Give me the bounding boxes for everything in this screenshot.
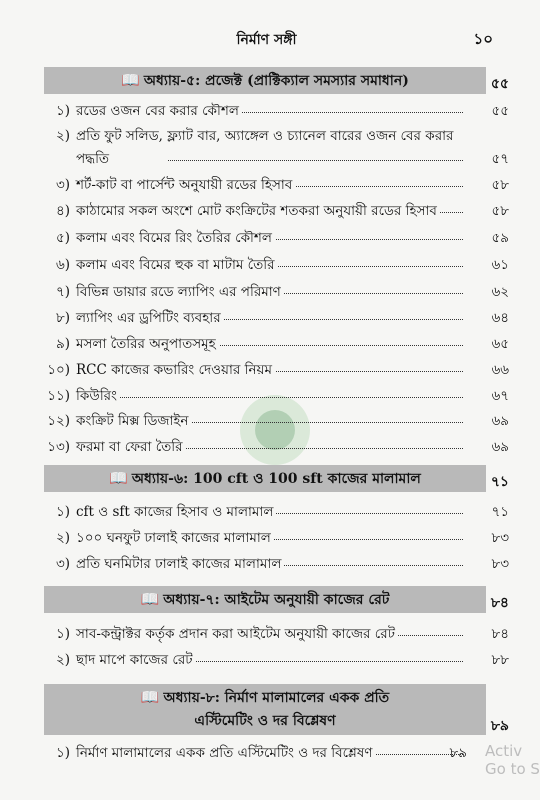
running-header — [40, 28, 493, 54]
open-book-icon: 📖 — [140, 688, 160, 706]
book-logo-icon — [240, 395, 310, 465]
chapter-6-page: ৭১ — [490, 474, 509, 490]
chapter-8-heading: 📖 অধ্যায়-৮: নির্মাণ মালামালের একক প্রতি এস্টিমেটিং ও দর বিশ্লেষণ — [44, 684, 486, 735]
chapter-5-heading: 📖 অধ্যায়-৫: প্রজেক্ট (প্রাক্টিক্যাল সমস্যার সমাধান) — [44, 67, 486, 94]
chapter-6-heading: 📖 অধ্যায়-৬: 100 cft ও 100 sft কাজের মালামাল — [44, 465, 486, 492]
toc-entry: ৩) শর্ট-কাট বা পার্সেন্ট অনুযায়ী রডের হিসাব ৫৮ — [40, 174, 509, 198]
chapter-7-heading: 📖 অধ্যায়-৭: আইটেম অনুযায়ী কাজের রেট — [44, 586, 486, 613]
toc-entry: ২) ছাদ মাপে কাজের রেট ৮৮ — [40, 649, 509, 673]
open-book-icon: 📖 — [121, 71, 140, 89]
toc-entry: ৬) কলাম এবং বিমের হুক বা মাটাম তৈরি ৬১ — [40, 254, 509, 278]
toc-entry: ১০) RCC কাজের কভারিং দেওয়ার নিয়ম ৬৬ — [40, 359, 509, 383]
open-book-icon: 📖 — [109, 469, 128, 487]
toc-entry: ১) নির্মাণ মালামালের একক প্রতি এস্টিমেটিং ও দর বিশ্লেষণ ৮৯ — [40, 742, 509, 766]
toc-entry: ১) সাব-কন্ট্রাক্টর কর্তৃক প্রদান করা আইটেম অনুযায়ী কাজের রেট ৮৪ — [40, 623, 509, 647]
toc-entry: ৪) কাঠামোর সকল অংশে মোট কংক্রিটের শতকরা অনুযায়ী রডের হিসাব ৫৮ — [40, 200, 509, 224]
open-book-icon: 📖 — [140, 590, 160, 608]
chapter-5-page: ৫৫ — [490, 76, 509, 92]
toc-entry: ৮) ল্যাপিং এর ড্রপিটিং ব্যবহার ৬৪ — [40, 307, 509, 331]
toc-entry: ২) প্রতি ফুট সলিড, ফ্ল্যাট বার, অ্যাঙ্গেল ও চ্যানেল বারের ওজন বের করার পদ্ধতি ৫৭ — [55, 128, 509, 167]
book-title: নির্মাণ সঙ্গী — [236, 32, 297, 48]
toc-entry: ১২) কংক্রিট মিক্স ডিজাইন ৬৯ — [40, 410, 509, 434]
toc-entry: ৫) কলাম এবং বিমের রিং তৈরির কৌশল ৫৯ — [40, 227, 509, 251]
toc-entry: ১) রডের ওজন বের করার কৌশল ৫৫ — [40, 100, 509, 124]
toc-entry: ১৩) ফরমা বা ফেরা তৈরি ৬৯ — [40, 436, 509, 460]
toc-entry: ৩) প্রতি ঘনমিটার ঢালাই কাজের মালামাল ৮৩ — [40, 553, 509, 577]
page-number: ১০ — [473, 30, 493, 48]
activation-watermark: Activ Go to S — [485, 742, 540, 778]
toc-entry: ১) cft ও sft কাজের হিসাব ও মালামাল ৭১ — [40, 501, 509, 525]
chapter-8-page: ৮৯ — [490, 718, 509, 734]
toc-entry: ৭) বিভিন্ন ডায়ার রডে ল্যাপিং এর পরিমাণ ৬২ — [40, 281, 509, 305]
chapter-7-page: ৮৪ — [490, 595, 509, 611]
toc-entry: ৯) মসলা তৈরির অনুপাতসমূহ ৬৫ — [40, 333, 509, 357]
toc-entry: ১১) কিউরিং ৬৭ — [40, 385, 509, 409]
toc-entry: ২) ১০০ ঘনফুট ঢালাই কাজের মালামাল ৮৩ — [40, 527, 509, 551]
